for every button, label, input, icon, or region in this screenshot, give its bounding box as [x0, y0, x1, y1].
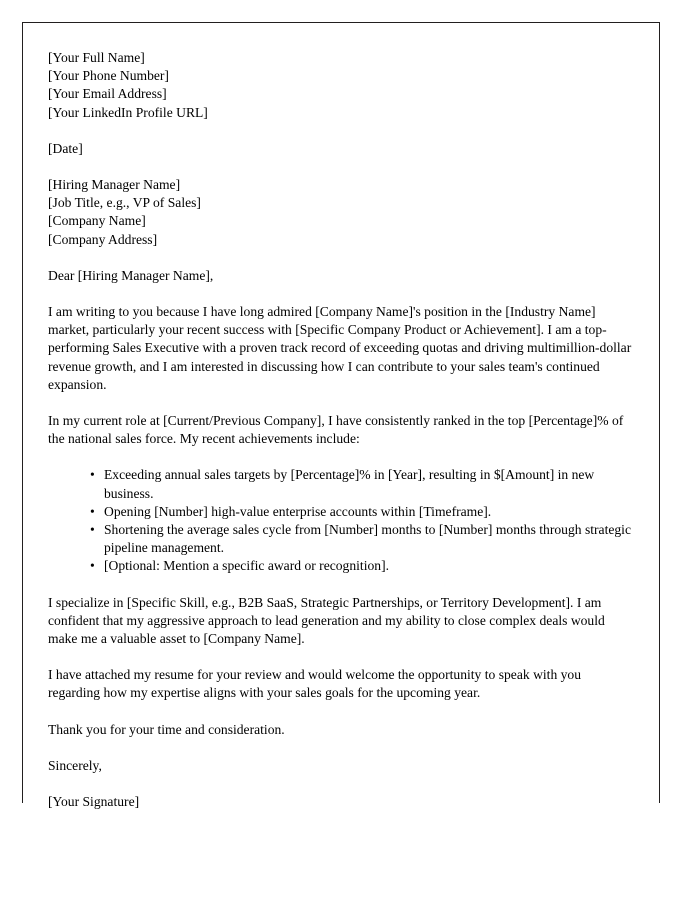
closing-block	[48, 757, 632, 775]
letter-page	[22, 22, 660, 810]
salutation-line: Dear [Hiring Manager Name],	[48, 267, 214, 283]
body-paragraph-1: I am writing to you because I have long admired [Company Name]'s position in the [Industry Name] market, particularly your recent success with [Specific Company Product or Achievement]. I am a top-performing Sales Executive with a proven track record of exceeding quotas and driving multimillion-dollar revenue growth, and I am interested in discussing how I can contribute to your sales team's continued expansion.	[48, 304, 632, 392]
body-paragraph-5: Thank you for your time and consideration.	[48, 721, 285, 737]
signature-line: [Your Signature]	[48, 794, 140, 810]
body-paragraph-2: In my current role at [Current/Previous Company], I have consistently ranked in the top [Percentage]% of the national sales force. My recent achievements include:	[48, 413, 624, 447]
recipient-company-line: [Company Name]	[48, 213, 146, 229]
body-paragraph-4: I have attached my resume for your review and would welcome the opportunity to speak with you regarding how my expertise aligns with your sales goals for the upcoming year.	[48, 667, 582, 701]
date-line: [Date]	[48, 140, 83, 156]
recipient-title-line: [Job Title, e.g., VP of Sales]	[48, 195, 201, 211]
recipient-name-line: [Hiring Manager Name]	[48, 177, 181, 193]
recipient-address-line: [Company Address]	[48, 231, 158, 247]
body-paragraph-3: I specialize in [Specific Skill, e.g., B2B SaaS, Strategic Partnerships, or Territory Development]. I am confident that my aggressive approach to lead generation and my ability to close complex deals would make me a valuable asset to [Company Name].	[48, 594, 605, 647]
signature-block	[48, 793, 632, 811]
recipient-address-block	[48, 176, 632, 249]
achievement-text: Opening [Number] high-value enterprise accounts within [Timeframe].	[104, 503, 492, 519]
date-block	[48, 140, 632, 158]
letter-body	[48, 49, 632, 811]
list-item	[90, 521, 632, 557]
sender-contact-block	[48, 49, 632, 122]
sender-name-line: [Your Full Name]	[48, 50, 145, 65]
achievement-text: Shortening the average sales cycle from [Number] months to [Number] months through strategic pipeline management.	[104, 522, 631, 556]
list-item	[90, 557, 632, 575]
salutation-block	[48, 267, 632, 285]
achievement-text: [Optional: Mention a specific award or recognition].	[104, 558, 389, 574]
sender-linkedin-line: [Your LinkedIn Profile URL]	[48, 104, 208, 120]
list-item	[90, 503, 632, 521]
achievements-list	[48, 466, 632, 575]
sender-email-line: [Your Email Address]	[48, 86, 167, 102]
achievement-text: Exceeding annual sales targets by [Percentage]% in [Year], resulting in $[Amount] in new business.	[104, 467, 595, 501]
list-item	[90, 466, 632, 502]
sender-phone-line: [Your Phone Number]	[48, 68, 169, 84]
closing-line: Sincerely,	[48, 757, 102, 773]
